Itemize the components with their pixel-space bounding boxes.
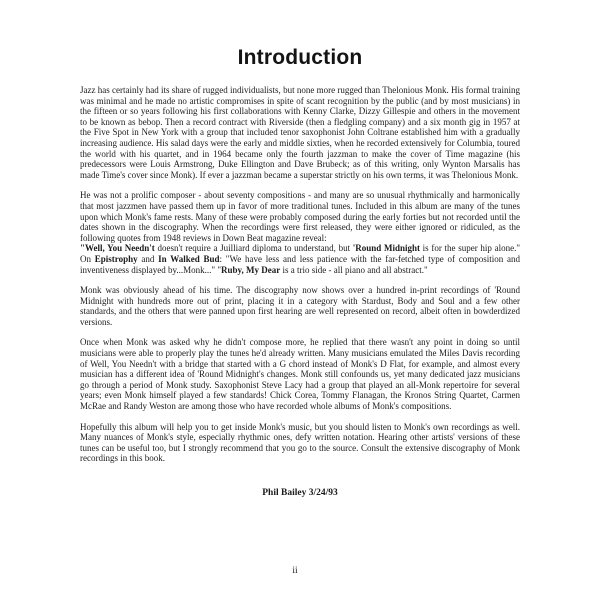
bold-text-run: "Well, You Needn't <box>80 243 155 254</box>
paragraph <box>80 285 520 327</box>
bold-text-run: Ruby, My Dear <box>221 264 281 275</box>
paragraph <box>80 190 520 275</box>
paragraph <box>80 337 520 411</box>
text-run: doesn't require a Juilliard diploma to understand, but <box>154 243 353 254</box>
bold-text-run: In Walked Bud <box>158 253 220 264</box>
text-run: : "We have less and less patience with the far-fetched type of composition and inventiveness displayed by...Monk..." " <box>80 253 521 275</box>
text-run: He was not a prolific composer - about seventy compositions - and many are so unusual rhythmically and harmonically that most jazzmen have passed them up in favor of more traditional tunes. Included in this album are many of the tunes upon which Monk's fame rests. Many of these were probably composed during the early forties but not recorded until the dates shown in the discography. When the recordings were first released, they were either ignored or ridiculed, as the following quotes from 1948 reviews in Down Beat magazine reveal: <box>80 190 520 243</box>
text-run: is for the super hip alone." On <box>80 243 520 264</box>
text-run: Hopefully this album will help you to get inside Monk's music, but you should listen to Monk's own recordings as well. Many nuances of Monk's style, especially rhythmic ones, defy written notation. Hearing other artists' versions of these tunes can be useful too, but I strongly recommend that you go to the source. Consult the extensive discography of Monk recordings in this book. <box>80 421 520 464</box>
page-title: Introduction <box>237 46 363 69</box>
text-run: Once when Monk was asked why he didn't compose more, he replied that there wasn't any point in doing so until musicians were able to properly play the tunes he'd already written. Many musicians emulated the Miles Davis recording of Well, You Needn't with a bridge that started with a G chord instead of Monk's D Flat, for example, and almost every musician has a different idea of 'Round Midnight's changes. Monk still confounds us, yet many dedicated jazz musicians go through a period of Monk study. Saxophonist Steve Lacy had a group that played an all-Monk repertoire for several years; even Monk himself played a few standards! Chick Corea, Tommy Flanagan, the Kronos String Quartet, Carmen McRae and Randy Weston are among those who have recorded whole albums of Monk's compositions. <box>80 337 520 412</box>
page-number: ii <box>292 566 298 576</box>
author-signature: Phil Bailey 3/24/93 <box>262 488 338 498</box>
paragraph <box>80 422 520 464</box>
text-run: Monk was obviously ahead of his time. The discography now shows over a hundred in-print recordings of 'Round Midnight with hundreds more out of print, placing it in a category with Stardust, Body and Soul and a few other standards, and the others that were panned upon first hearing are well represented on record, albeit often in bowderdized versions. <box>80 285 520 327</box>
text-run: Jazz has certainly had its share of rugged individualists, but none more rugged than Thelonious Monk. His formal training was minimal and he made no artistic compromises in spite of scant recognition by the public (and by most musicians) in the fifteen or so years following his first collaborations with Kenny Clarke, Dizzy Gillespie and others in the movement to be known as bebop. Then a record contract with Riverside (then a fledgling company) and a six month gig in 1957 at the Five Spot in New York with a group that included tenor saxophonist John Coltrane established him with a gradually increasing audience. His salad days were the early and middle sixties, when he recorded extensively for Columbia, toured the world with his quartet, and in 1964 became only the fourth jazzman to make the cover of Time magazine (his predecessors were Louis Armstrong, Duke Ellington and Dave Brubeck; as of this writing, only Wynton Marsalis has made Time's cover since Monk). If ever a jazzman became a superstar strictly on his own terms, it was Thelonious Monk. <box>80 85 520 180</box>
document-body <box>80 85 520 464</box>
text-run: is a trio side - all piano and all abstract." <box>280 264 428 275</box>
paragraph <box>80 85 520 180</box>
bold-text-run: Epistrophy <box>94 253 138 264</box>
text-run: and <box>137 253 159 264</box>
bold-text-run: 'Round Midnight <box>352 243 420 254</box>
